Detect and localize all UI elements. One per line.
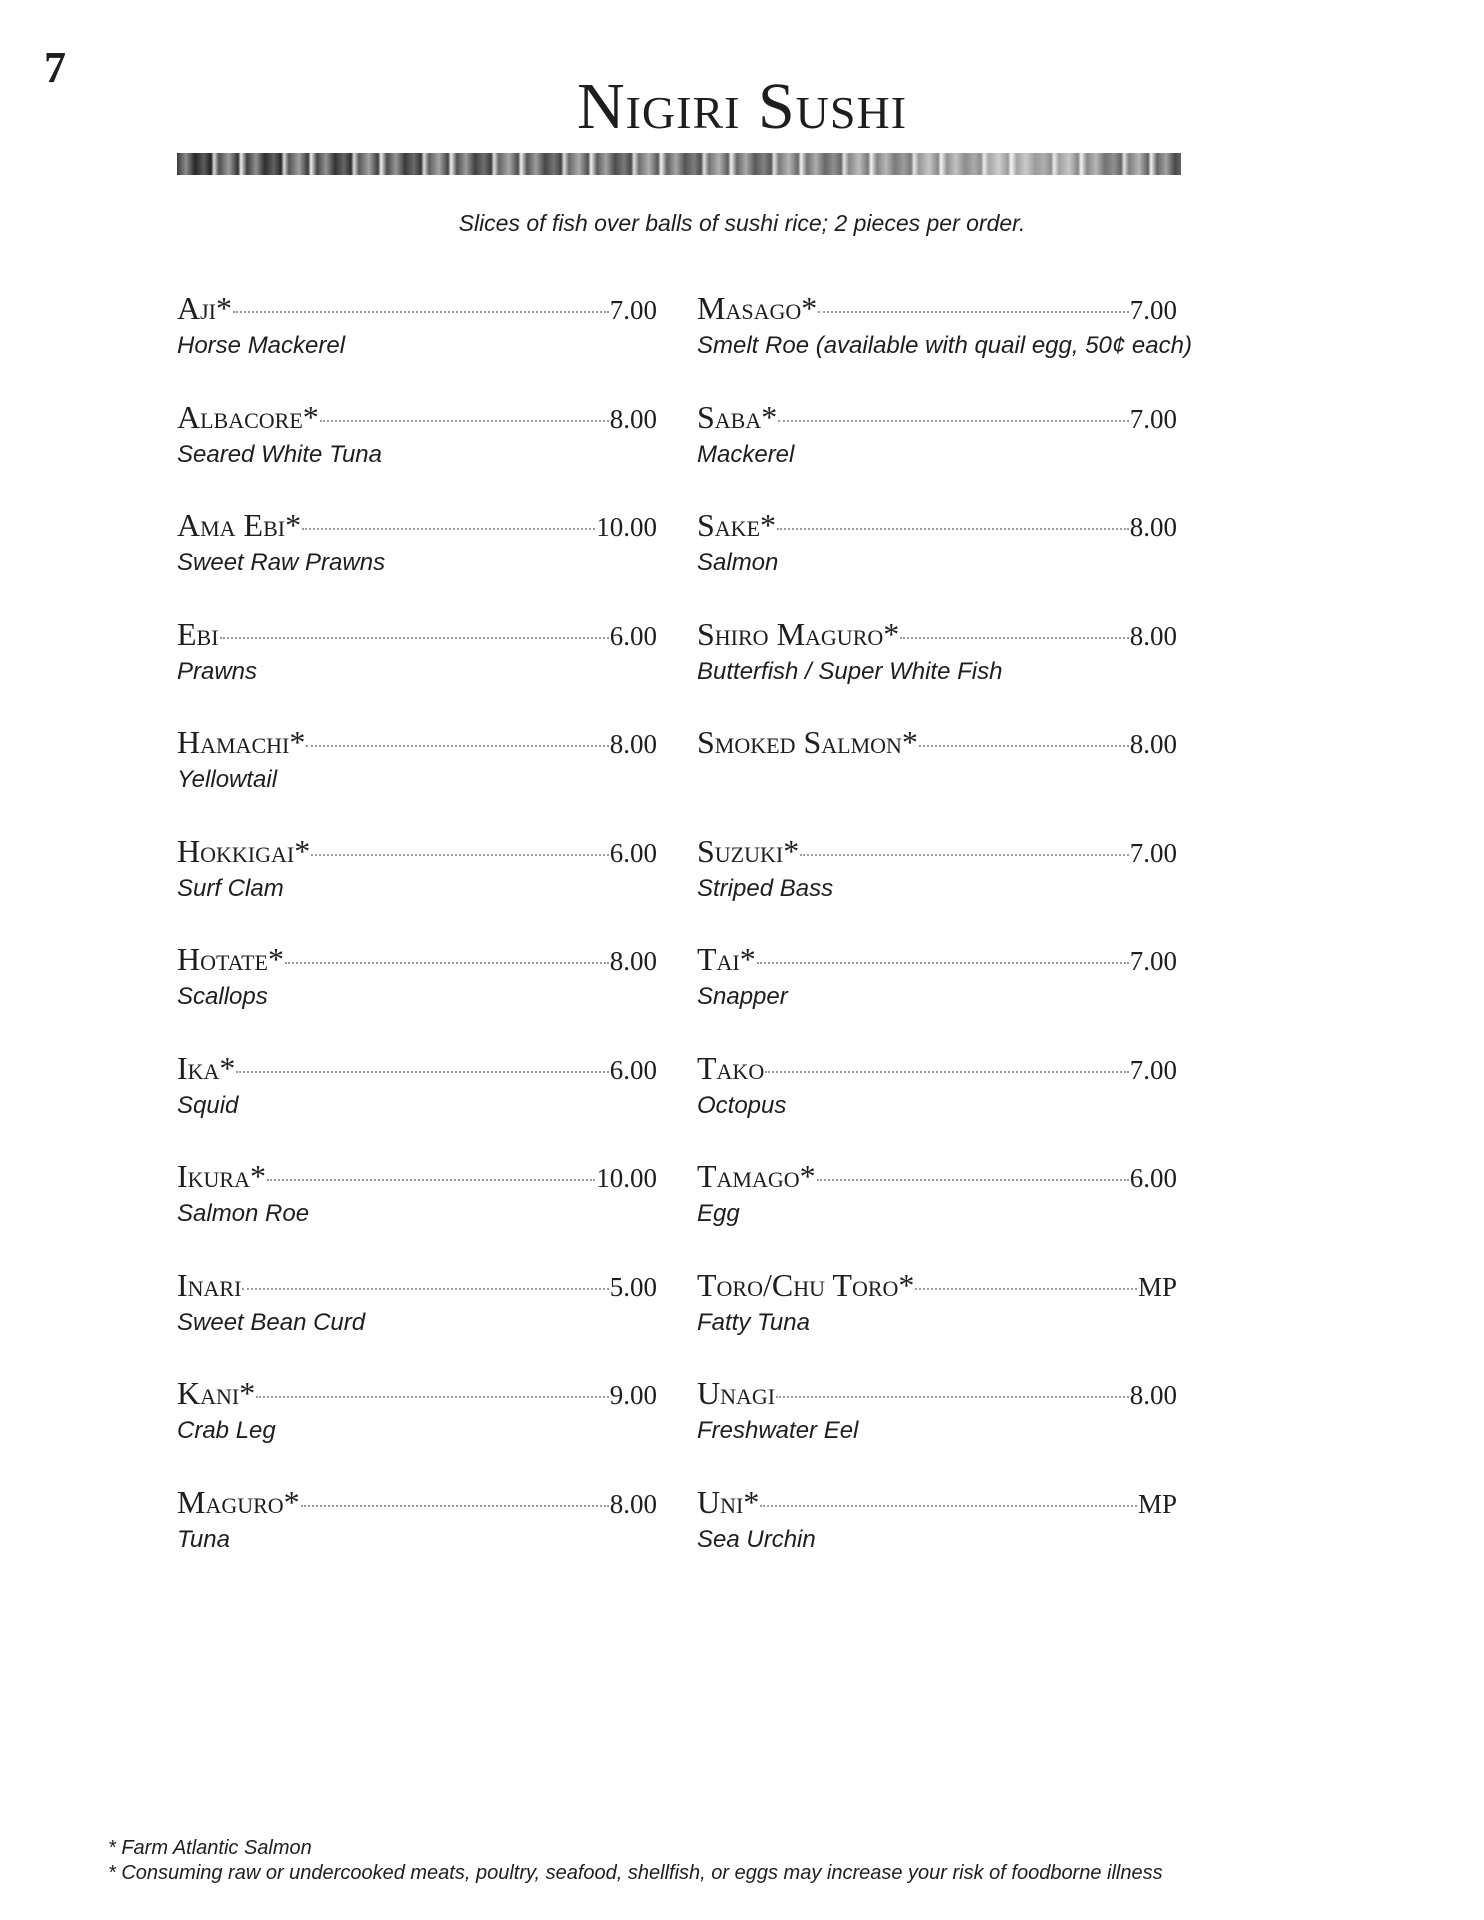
- menu-item: [697, 832, 1177, 903]
- menu-item: [697, 1160, 1177, 1228]
- decorative-banner: [177, 153, 1181, 175]
- dotted-leader: [320, 420, 609, 422]
- menu-item-line: [177, 615, 657, 652]
- menu-item-price: 7.00: [1129, 403, 1177, 434]
- dotted-leader: [760, 1505, 1137, 1507]
- dotted-leader: [233, 311, 609, 313]
- dotted-leader: [817, 1179, 1129, 1181]
- menu-item-line: [177, 1049, 657, 1086]
- menu-item: [697, 615, 1177, 686]
- menu-item-price: 5.00: [609, 1271, 657, 1302]
- menu-item-name: Uni*: [697, 1483, 760, 1520]
- dotted-leader: [900, 637, 1129, 639]
- menu-item-description: Crab Leg: [177, 1417, 276, 1444]
- menu-item-line: [697, 509, 1177, 543]
- dotted-leader: [765, 1071, 1129, 1073]
- menu-item-name: Ika*: [177, 1049, 236, 1086]
- menu-item-description: Seared White Tuna: [177, 440, 382, 468]
- menu-item-price: MP: [1137, 1488, 1177, 1519]
- menu-item-line: [177, 1377, 657, 1411]
- dotted-leader: [285, 962, 609, 964]
- menu-item-price: 8.00: [1129, 1380, 1177, 1410]
- menu-item-price: 8.00: [609, 729, 657, 759]
- menu-item-line: [697, 398, 1177, 435]
- menu-item-price: 7.00: [1129, 295, 1177, 325]
- menu-item-name: Hotate*: [177, 941, 284, 977]
- dotted-leader: [242, 1288, 608, 1290]
- menu-item-price: 7.00: [1129, 837, 1177, 868]
- menu-item-line: [177, 1266, 657, 1303]
- menu-item-price: 6.00: [609, 837, 657, 868]
- dotted-leader: [302, 528, 595, 530]
- menu-item-line: [697, 1160, 1177, 1194]
- menu-item-description: Smelt Roe (available with quail egg, 50¢ each): [697, 332, 1192, 359]
- menu-item: [177, 1377, 657, 1445]
- menu-item-price: 7.00: [1129, 946, 1177, 976]
- menu-item: [177, 1160, 657, 1228]
- menu-item-description: Salmon: [697, 549, 779, 576]
- menu-item-name: Saba*: [697, 398, 778, 435]
- menu-item-description: Salmon Roe: [177, 1200, 310, 1227]
- menu-item-price: 8.00: [1129, 729, 1177, 759]
- menu-item-line: [177, 943, 657, 977]
- menu-item-description: Surf Clam: [177, 874, 284, 902]
- menu-item-line: [177, 292, 657, 326]
- menu-item-name: Maguro*: [177, 1483, 300, 1520]
- menu-item-price: 8.00: [1129, 620, 1177, 651]
- menu-item-description: Squid: [177, 1091, 239, 1119]
- menu-item: [697, 1483, 1177, 1554]
- dotted-leader: [220, 637, 609, 639]
- menu-item-line: [177, 509, 657, 543]
- menu-item-description: Fatty Tuna: [697, 1308, 810, 1336]
- menu-item: [697, 726, 1177, 766]
- dotted-leader: [778, 420, 1129, 422]
- dotted-leader: [818, 311, 1129, 313]
- menu-item-price: 6.00: [609, 1054, 657, 1085]
- menu-item-line: [697, 726, 1177, 760]
- menu-item-description: Freshwater Eel: [697, 1417, 859, 1444]
- menu-item: [177, 509, 657, 577]
- menu-item-name: Ama Ebi*: [177, 507, 302, 543]
- menu-item-price: 8.00: [609, 1488, 657, 1519]
- menu-item: [177, 1483, 657, 1554]
- dotted-leader: [919, 745, 1129, 747]
- menu-item-description: Sea Urchin: [697, 1525, 816, 1553]
- menu-item: [697, 398, 1177, 469]
- menu-item-line: [177, 832, 657, 869]
- menu-item-name: Albacore*: [177, 398, 319, 435]
- menu-item-description: Striped Bass: [697, 874, 834, 902]
- menu-item-line: [697, 292, 1177, 326]
- menu-item-price: 10.00: [596, 1163, 657, 1193]
- dotted-leader: [256, 1396, 609, 1398]
- menu-item-line: [697, 1049, 1177, 1086]
- menu-item-price: 7.00: [1129, 1054, 1177, 1085]
- menu-item-description: Butterfish / Super White Fish: [697, 657, 1003, 685]
- menu-item-price: 9.00: [609, 1380, 657, 1410]
- menu-item-name: Tako: [697, 1049, 765, 1086]
- menu-item-description: Scallops: [177, 983, 268, 1010]
- menu-item-description: Prawns: [177, 657, 258, 685]
- footnote-farm-salmon: * Farm Atlantic Salmon: [108, 1837, 312, 1859]
- menu-item: [177, 832, 657, 903]
- menu-item-description: Octopus: [697, 1091, 787, 1119]
- dotted-leader: [311, 854, 609, 856]
- menu-item-line: [697, 615, 1177, 652]
- menu-item-description: Sweet Raw Prawns: [177, 549, 386, 576]
- menu-item: [177, 943, 657, 1011]
- footnotes: [108, 1836, 1163, 1886]
- dotted-leader: [236, 1071, 608, 1073]
- menu-subtitle: Slices of fish over balls of sushi rice; 2 pieces per order.: [458, 210, 1026, 236]
- menu-item-name: Suzuki*: [697, 832, 800, 869]
- menu-item: [177, 1049, 657, 1120]
- dotted-leader: [267, 1179, 595, 1181]
- menu-item: [697, 1049, 1177, 1120]
- menu-item: [697, 1377, 1177, 1445]
- page-number: 7: [44, 43, 66, 92]
- menu-item-description: Egg: [697, 1200, 740, 1227]
- footnote-raw-food-warning: * Consuming raw or undercooked meats, poultry, seafood, shellfish, or eggs may increase your risk of foodborne illness: [108, 1862, 1163, 1884]
- menu-item: [697, 1266, 1177, 1337]
- dotted-leader: [777, 528, 1129, 530]
- menu-item-name: Kani*: [177, 1375, 256, 1411]
- menu-item-name: Hokkigai*: [177, 832, 311, 869]
- menu-item-name: Ikura*: [177, 1158, 266, 1194]
- menu-item-description: Sweet Bean Curd: [177, 1308, 366, 1336]
- menu-item-price: 10.00: [596, 512, 657, 542]
- menu-item: [697, 290, 1192, 360]
- menu-item-name: Masago*: [697, 290, 818, 326]
- menu-item-description: Snapper: [697, 983, 788, 1010]
- menu-item: [697, 943, 1177, 1011]
- menu-item-line: [177, 398, 657, 435]
- dotted-leader: [800, 854, 1129, 856]
- menu-item: [177, 292, 657, 360]
- menu-item-price: 8.00: [609, 403, 657, 434]
- menu-item: [177, 615, 657, 686]
- menu-item-price: 7.00: [609, 295, 657, 325]
- dotted-leader: [301, 1505, 609, 1507]
- menu-item-price: MP: [1137, 1271, 1177, 1302]
- menu-item-line: [177, 1483, 657, 1520]
- menu-item-name: Inari: [177, 1266, 242, 1303]
- menu-item-price: 8.00: [1129, 512, 1177, 542]
- menu-item-line: [177, 1160, 657, 1194]
- menu-item-price: 6.00: [1129, 1163, 1177, 1193]
- menu-item-name: Ebi: [177, 615, 219, 652]
- menu-item-line: [697, 1266, 1177, 1303]
- menu-item-price: 8.00: [609, 946, 657, 976]
- dotted-leader: [915, 1288, 1137, 1290]
- page-title: Nigiri Sushi: [576, 70, 908, 143]
- menu-item-description: Tuna: [177, 1525, 230, 1553]
- dotted-leader: [306, 745, 608, 747]
- menu-item-description: Horse Mackerel: [177, 332, 346, 359]
- menu-item-name: Sake*: [697, 507, 777, 543]
- dotted-leader: [757, 962, 1129, 964]
- menu-item: [177, 1266, 657, 1337]
- menu-item-name: Tai*: [697, 941, 756, 977]
- menu-item: [177, 398, 657, 469]
- menu-item-line: [697, 1377, 1177, 1411]
- menu-item-name: Toro/Chu Toro*: [697, 1266, 915, 1303]
- menu-item-description: Mackerel: [697, 440, 795, 468]
- menu-item-line: [697, 943, 1177, 977]
- menu-item-price: 6.00: [609, 620, 657, 651]
- menu-item-name: Hamachi*: [177, 724, 306, 760]
- menu-item-line: [697, 1483, 1177, 1520]
- menu-item-description: Yellowtail: [177, 766, 278, 793]
- menu-item-name: Unagi: [697, 1375, 776, 1411]
- dotted-leader: [776, 1396, 1129, 1398]
- menu-item-line: [697, 832, 1177, 869]
- menu-item-name: Smoked Salmon*: [697, 724, 918, 760]
- menu-item-name: Aji*: [177, 290, 232, 326]
- menu-item-name: Shiro Maguro*: [697, 615, 900, 652]
- menu-item-line: [177, 726, 657, 760]
- menu-item: [697, 509, 1177, 577]
- menu-item: [177, 726, 657, 794]
- menu-item-name: Tamago*: [697, 1158, 816, 1194]
